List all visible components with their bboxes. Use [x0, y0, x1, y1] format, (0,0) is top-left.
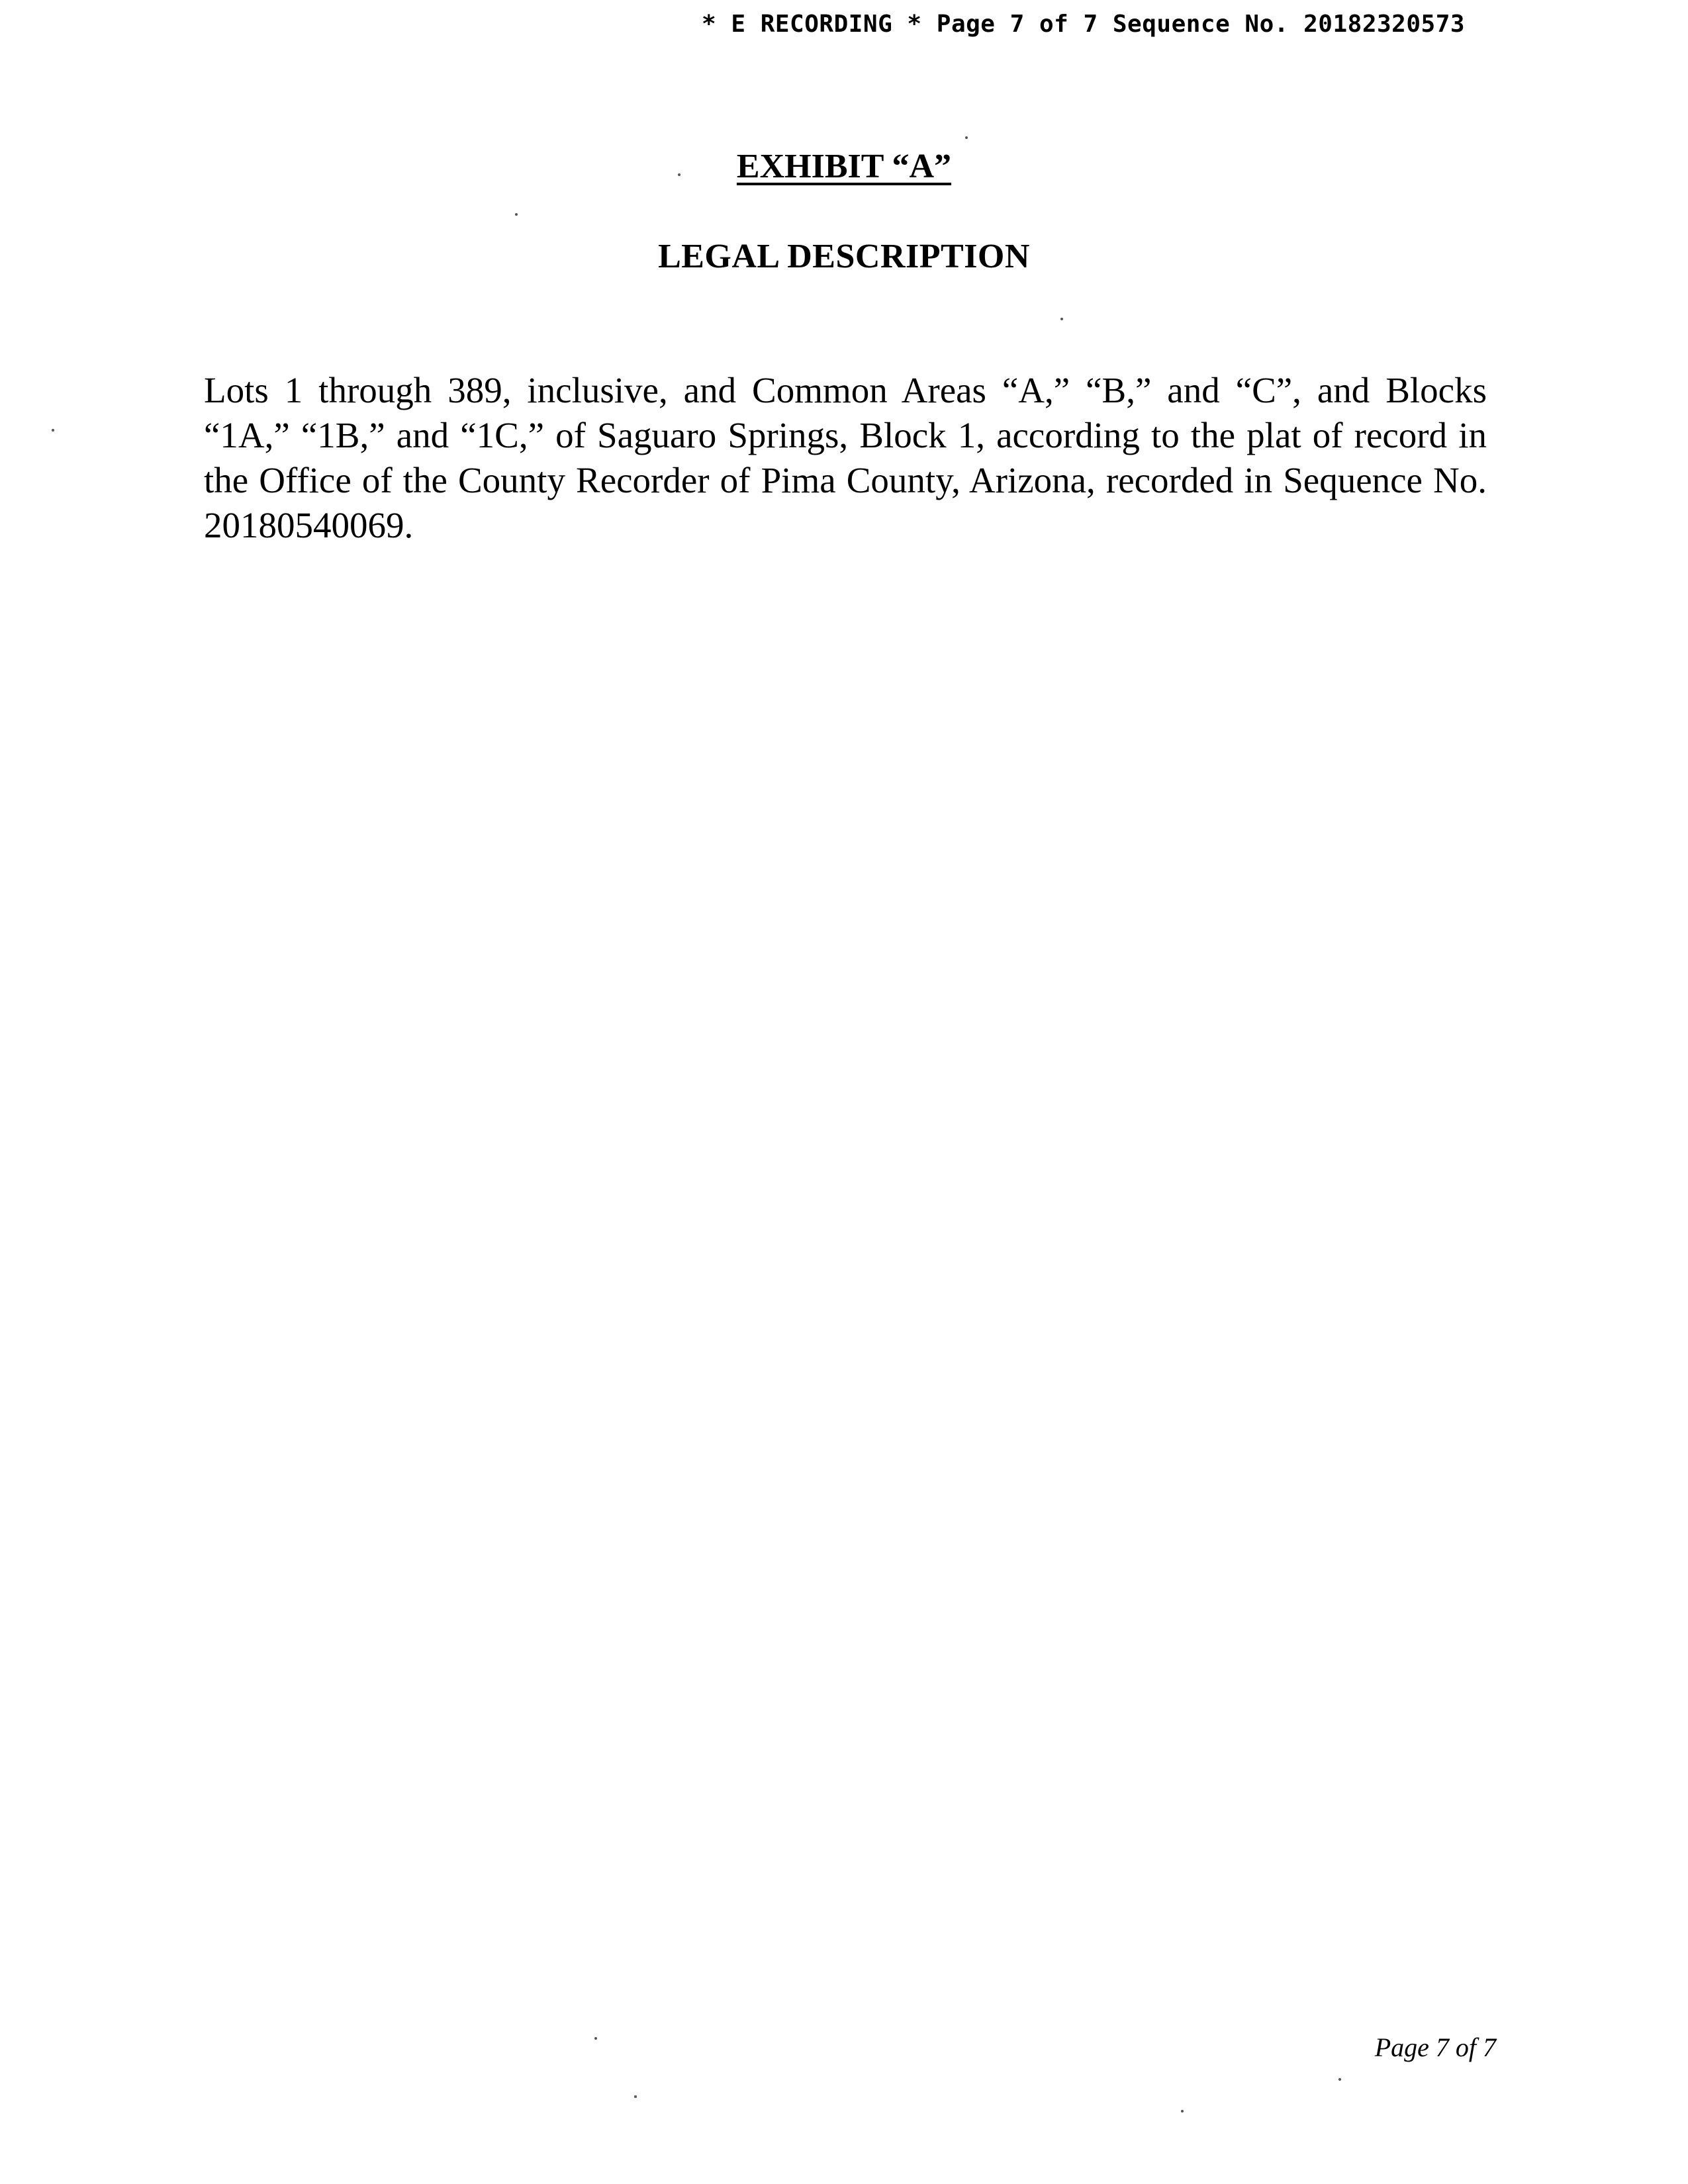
scan-speck [52, 429, 54, 432]
scan-speck [594, 2037, 597, 2040]
scan-speck [634, 2095, 637, 2098]
scan-speck [1338, 2078, 1341, 2081]
page-number-footer: Page 7 of 7 [1374, 2032, 1496, 2062]
section-heading: LEGAL DESCRIPTION [658, 238, 1030, 275]
scan-speck [678, 173, 680, 176]
scan-speck [1060, 318, 1063, 320]
legal-description-text: Lots 1 through 389, inclusive, and Common Areas “A,” “B,” and “C”, and Blocks “1A,” “1B,” and “1C,” of Saguaro Springs, Block 1, according to the plat of record in the Office of the County Recorder of Pima County, Arizona, recorded in Sequence No. 20180540069. [204, 370, 1487, 545]
scan-speck [515, 213, 518, 216]
recording-header: * E RECORDING * Page 7 of 7 Sequence No. 20182320573 [702, 11, 1466, 38]
scan-speck [1181, 2110, 1184, 2113]
scan-speck [965, 136, 968, 139]
exhibit-title: EXHIBIT “A” [736, 148, 952, 185]
